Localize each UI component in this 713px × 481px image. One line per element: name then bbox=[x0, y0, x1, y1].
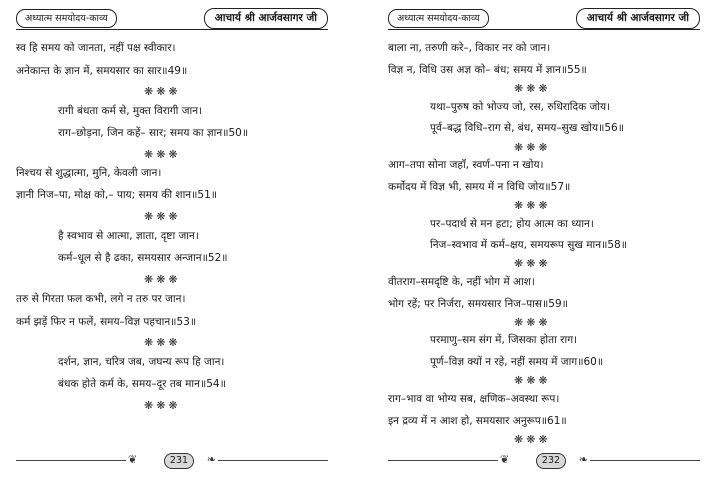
verse-line: राग–भाव वा भोग्य सब, क्षणिक–अवस्था रूप। bbox=[388, 393, 560, 405]
verse-line: दर्शन, ज्ञान, चरित्र जब, जघन्य रूप हि जान। bbox=[58, 356, 225, 368]
stars-divider: ❋❋❋ bbox=[514, 199, 551, 212]
page-header bbox=[388, 6, 700, 30]
stars-divider: ❋❋❋ bbox=[144, 336, 181, 349]
stars-divider: ❋❋❋ bbox=[144, 273, 181, 286]
page-number: 232 bbox=[536, 453, 566, 469]
flourish-icon: ❧ bbox=[206, 453, 216, 466]
verse-line: यथा–पुरुष को भोज्य जो, रस, रुधिरादिक जोय। bbox=[430, 101, 611, 113]
page-footer bbox=[16, 452, 328, 470]
verse-line: रागी बंधता कर्म से, मुक्त विरागी जान। bbox=[58, 105, 203, 117]
verse-line: कर्म झड़ें फिर न फलें, समय–विज्ञ पहचान॥53॥ bbox=[16, 316, 197, 328]
stars-divider: ❋❋❋ bbox=[144, 399, 181, 412]
author-name: आचार्य श्री आर्जवसागर जी bbox=[204, 8, 328, 29]
verse-line: अनेकान्त के ज्ञान में, समयसार का सार॥49॥ bbox=[16, 65, 188, 77]
verse-line: वीतराग–समदृष्टि के, नहीं भोग में आश। bbox=[388, 276, 535, 288]
header-rule bbox=[388, 29, 700, 30]
verse-line: भोग रहें; पर निर्जरा, समयसार निज–पास॥59॥ bbox=[388, 298, 568, 310]
flourish-icon: ❦ bbox=[500, 453, 510, 466]
footer-rule-right bbox=[218, 460, 328, 461]
verse-line: तरु से गिरता फल कभी, लगे न तरु पर जान। bbox=[16, 293, 186, 305]
page-number: 231 bbox=[164, 453, 194, 469]
book-title: अध्यात्म समयोदय-काव्य bbox=[388, 9, 489, 28]
verse-line: परमाणु–सम संग में, जिसका होता राग। bbox=[430, 334, 578, 346]
verse-line: आग–तपा सोना जहाँ, स्वर्ण–पना न खोय। bbox=[388, 159, 544, 171]
verse-line: कर्म–धूल से है ढका, समयसार अन्जान॥52॥ bbox=[58, 252, 228, 264]
verse-line: इन द्रव्य में न आश हो, समयसार अनुरूप॥61॥ bbox=[388, 415, 567, 427]
page-footer bbox=[388, 452, 700, 470]
stars-divider: ❋❋❋ bbox=[514, 82, 551, 95]
verse-line: बाला ना, तरुणी करे–, विकार नर को जान। bbox=[388, 42, 551, 54]
right-page bbox=[372, 0, 712, 481]
verse-line: कर्मोदय में विज्ञ भी, समय में न विधि जोय॥57॥ bbox=[388, 181, 571, 193]
verse-line: स्व हि समय को जानता, नहीं पक्ष स्वीकार। bbox=[16, 42, 176, 54]
flourish-icon: ❦ bbox=[128, 453, 138, 466]
author-name: आचार्य श्री आर्जवसागर जी bbox=[576, 8, 700, 29]
header-rule bbox=[16, 29, 328, 30]
footer-rule-right bbox=[590, 460, 700, 461]
stars-divider: ❋❋❋ bbox=[514, 141, 551, 154]
verse-line: राग–छोड़ना, जिन कहें– सार; समय का ज्ञान॥50॥ bbox=[58, 127, 249, 139]
verse-line: पूर्ण–विज्ञ क्यों न रहे, नहीं समय में जाग॥60॥ bbox=[430, 356, 604, 368]
left-page bbox=[0, 0, 340, 481]
stars-divider: ❋❋❋ bbox=[144, 85, 181, 98]
footer-rule-left bbox=[16, 460, 126, 461]
verse-line: निश्चय से शुद्धात्मा, मुनि, केवली जान। bbox=[16, 167, 162, 179]
verse-line: है स्वभाव से आत्मा, ज्ञाता, दृष्टा जान। bbox=[58, 230, 199, 242]
flourish-icon: ❧ bbox=[578, 453, 588, 466]
page-header bbox=[16, 6, 328, 30]
verse-line: पूर्व–बद्ध विधि–राग से, बंध, समय–सुख खोय॥56॥ bbox=[430, 122, 625, 134]
stars-divider: ❋❋❋ bbox=[514, 257, 551, 270]
verse-line: बंधक होते कर्म के, समय–दूर तब मान॥54॥ bbox=[58, 378, 226, 390]
verse-line: विज्ञ न, विधि उस अज्ञ को– बंध; समय में ज्ञान॥55॥ bbox=[388, 64, 587, 76]
stars-divider: ❋❋❋ bbox=[514, 433, 551, 446]
verse-line: पर–पदार्थ से मन हटा; होय आत्म का ध्यान। bbox=[430, 218, 594, 230]
stars-divider: ❋❋❋ bbox=[514, 316, 551, 329]
footer-rule-left bbox=[388, 460, 498, 461]
verse-line: निज–स्वभाव में कर्म–क्षय, समयरूप सुख मान॥58॥ bbox=[430, 239, 628, 251]
stars-divider: ❋❋❋ bbox=[144, 210, 181, 223]
verse-line: ज्ञानी निज–पा, मोक्ष को,– पाय; समय की शान॥51॥ bbox=[16, 189, 218, 201]
stars-divider: ❋❋❋ bbox=[144, 148, 181, 161]
stars-divider: ❋❋❋ bbox=[514, 374, 551, 387]
book-title: अध्यात्म समयोदय-काव्य bbox=[16, 9, 117, 28]
